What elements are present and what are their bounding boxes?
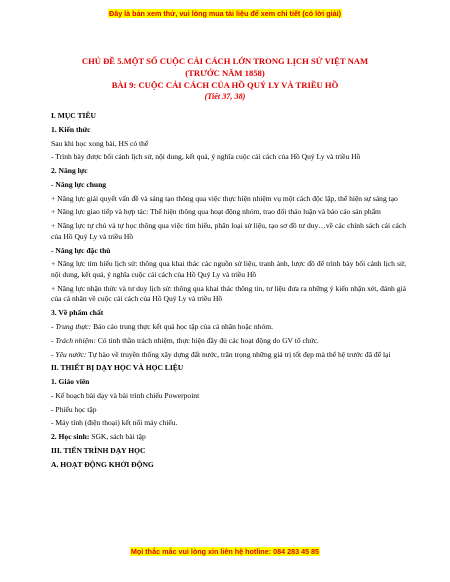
section-heading: II. THIẾT BỊ DẠY HỌC VÀ HỌC LIỆU bbox=[51, 363, 184, 373]
section-heading: I. MỤC TIÊU bbox=[51, 111, 96, 120]
quality-label: - Yêu nước: bbox=[51, 349, 87, 359]
subsection-heading: - Năng lực đặc thù bbox=[51, 245, 111, 255]
subsection-heading: 1. Giáo viên bbox=[51, 377, 90, 387]
quality-text: Tự hào về truyền thống xây dựng đất nước, trân trọng những giá trị tốt đẹp mà thế hệ trước đã để lại bbox=[86, 349, 391, 359]
subsection-heading: 1. Kiến thức bbox=[51, 124, 91, 134]
section-heading: III. TIẾN TRÌNH DẠY HỌC bbox=[51, 445, 146, 455]
quality-text: Báo cáo trung thực kết quả học tập của cá nhân hoặc nhóm. bbox=[91, 321, 273, 331]
lesson-periods: (Tiết 37, 38) bbox=[204, 92, 246, 101]
subsection-heading: 2. Học sinh: bbox=[51, 432, 90, 442]
paragraph: - Máy tính (điện thoại) kết nối máy chiếu. bbox=[51, 418, 178, 428]
topic-subtitle: (TRƯỚC NĂM 1858) bbox=[185, 68, 265, 78]
paragraph bbox=[51, 336, 406, 347]
preview-notice-banner bbox=[0, 9, 450, 18]
document-body bbox=[51, 111, 406, 470]
subsection-heading: - Năng lực chung bbox=[51, 179, 107, 189]
subsection-heading: 3. Về phẩm chất bbox=[51, 308, 104, 318]
paragraph bbox=[51, 350, 406, 361]
paragraph bbox=[51, 322, 406, 333]
quality-label: - Trách nhiệm: bbox=[51, 335, 96, 345]
quality-label: - Trung thực: bbox=[51, 321, 92, 331]
lesson-title: BÀI 9: CUỘC CẢI CÁCH CỦA HỒ QUÝ LY VÀ TRIỀU HỒ bbox=[111, 80, 339, 90]
paragraph-text: SGK, sách bài tập bbox=[89, 432, 146, 442]
hotline-text: Mọi thắc mắc vui lòng xin liên hệ hotline: 084 283 45 85 bbox=[130, 547, 320, 556]
subsection-heading: 2. Năng lực bbox=[51, 166, 88, 176]
paragraph: + Năng lực tự chủ và tự học thông qua việc tìm hiểu, phân loại sử liệu, tạo sơ đồ tư duy…về các chính sách cải cách của Hồ Quý Ly và triều Hồ bbox=[51, 221, 406, 241]
paragraph: + Năng lực giải quyết vấn đề và sáng tạo thông qua việc thực hiện nhiệm vụ một cách độc lập, thể hiện sự sáng tạo bbox=[51, 193, 398, 203]
preview-notice-text: Đây là bản xem thử, vui lòng mua tài liệu để xem chi tiết (có lời giải) bbox=[109, 9, 341, 18]
paragraph: + Năng lực tìm hiểu lịch sử: thông qua khai thác các nguồn sử liệu, tranh ảnh, lược đồ để trình bày bối cảnh lịch sử, nội dung, kết quả, ý nghĩa cuộc cải cách của Hồ Quý Ly và triều Hồ bbox=[51, 259, 406, 279]
paragraph: Sau khi học xong bài, HS có thể bbox=[51, 138, 149, 148]
topic-title: CHỦ ĐỀ 5.MỘT SỐ CUỘC CẢI CÁCH LỚN TRONG LỊCH SỬ VIỆT NAM bbox=[81, 56, 369, 66]
document-title-block bbox=[0, 55, 450, 103]
paragraph: + Năng lực giao tiếp và hợp tác: Thể hiện thông qua hoạt động nhóm, trao đổi thảo luận và báo cáo sản phẩm bbox=[51, 207, 381, 217]
subsection-heading: A. HOẠT ĐỘNG KHỞI ĐỘNG bbox=[51, 459, 154, 469]
hotline-banner bbox=[0, 547, 450, 556]
paragraph bbox=[51, 432, 406, 443]
paragraph: - Kế hoạch bài dạy và bài trình chiếu Powerpoint bbox=[51, 390, 200, 400]
paragraph: - Trình bày được bối cảnh lịch sử, nội dung, kết quả, ý nghĩa cuộc cải cách của Hồ Quý Ly và triều Hồ bbox=[51, 152, 361, 162]
quality-text: Có tinh thần trách nhiệm, thực hiện đầy đủ các hoạt động do GV tổ chức. bbox=[95, 335, 319, 345]
paragraph: + Năng lực nhận thức và tư duy lịch sử: thông qua khai thác thông tin, tư liệu đưa ra những ý kiến nhận xét, đánh giá của cá nhân về cuộc cải cách của Hồ Quý Ly và triều Hồ bbox=[51, 283, 406, 304]
paragraph: - Phiếu học tập bbox=[51, 404, 97, 414]
